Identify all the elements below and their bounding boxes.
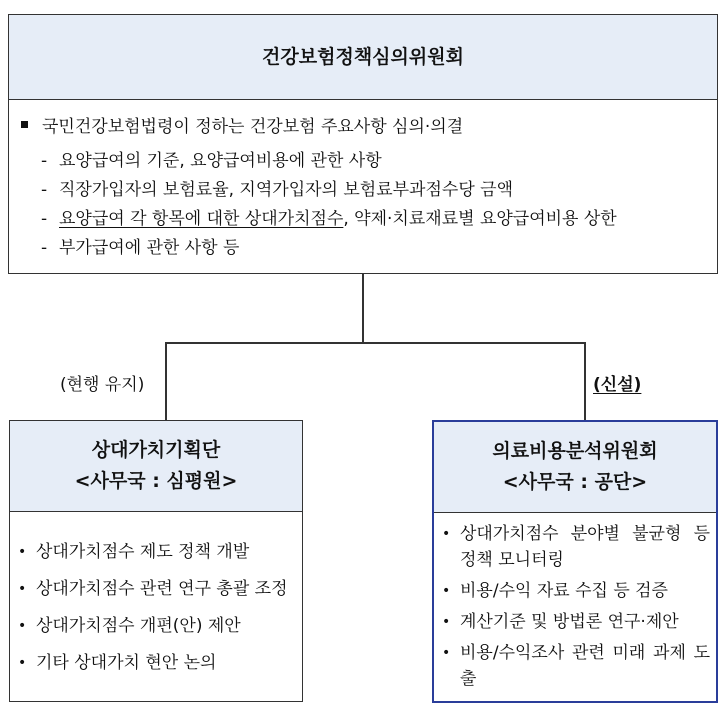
dot-bullet-icon: • bbox=[18, 581, 27, 597]
dash-bullet-icon: - bbox=[41, 180, 48, 200]
main-item-text: 국민건강보험법령이 정하는 건강보험 주요사항 심의·의결 bbox=[42, 117, 464, 137]
list-item bbox=[18, 614, 294, 638]
dot-bullet-icon: • bbox=[442, 645, 451, 661]
list-item-text: 계산기준 및 방법론 연구·제안 bbox=[460, 612, 679, 632]
cost-analysis-committee-list bbox=[434, 513, 716, 692]
dot-bullet-icon: • bbox=[442, 614, 451, 630]
dash-bullet-icon: - bbox=[41, 238, 48, 258]
list-item-text: 비용/수익 자료 수집 등 검증 bbox=[460, 581, 668, 601]
cost-analysis-committee-header bbox=[434, 422, 716, 513]
sub-item-text: 요양급여의 기준, 요양급여비용에 관한 사항 bbox=[59, 151, 382, 171]
list-item-text: 상대가치점수 제도 정책 개발 bbox=[36, 542, 250, 562]
policy-committee-box bbox=[8, 14, 718, 274]
sub-item-underlined-text: 요양급여 각 항목에 대한 상대가치점수 bbox=[59, 209, 344, 229]
rv-planning-group-secretariat: <사무국 : 심평원> bbox=[74, 470, 238, 492]
sub-item bbox=[41, 147, 703, 176]
dot-bullet-icon: • bbox=[18, 655, 27, 671]
list-item bbox=[442, 609, 710, 635]
new-label: (신설) bbox=[593, 375, 642, 395]
square-bullet-icon bbox=[21, 121, 28, 128]
cost-analysis-committee-box bbox=[432, 420, 718, 703]
dot-bullet-icon: • bbox=[442, 526, 451, 542]
cost-analysis-committee-title: 의료비용분석위원회 bbox=[492, 440, 658, 462]
sub-item bbox=[41, 234, 703, 263]
list-item bbox=[18, 540, 294, 564]
cost-analysis-committee-secretariat: <사무국 : 공단> bbox=[502, 471, 648, 493]
sub-item-text: 직장가입자의 보험료율, 지역가입자의 보험료부과점수당 금액 bbox=[59, 180, 513, 200]
list-item-text: 상대가치점수 분야별 불균형 등 정책 모니터링 bbox=[460, 524, 710, 570]
list-item-text: 비용/수익조사 관련 미래 과제 도출 bbox=[460, 643, 710, 689]
list-item bbox=[18, 577, 294, 601]
connector-right-drop bbox=[584, 342, 586, 421]
sub-item-text bbox=[59, 205, 617, 234]
rv-planning-group-header bbox=[10, 421, 302, 512]
list-item bbox=[442, 521, 710, 573]
dot-bullet-icon: • bbox=[18, 544, 27, 560]
policy-committee-header bbox=[9, 15, 717, 100]
connector-vertical-top bbox=[362, 274, 364, 343]
list-item bbox=[442, 578, 710, 604]
sub-item bbox=[41, 176, 703, 205]
list-item-text: 기타 상대가치 현안 논의 bbox=[36, 653, 217, 673]
list-item bbox=[442, 640, 710, 692]
dash-bullet-icon: - bbox=[41, 209, 48, 229]
list-item bbox=[18, 651, 294, 675]
policy-committee-body bbox=[9, 100, 717, 263]
rv-planning-group-list bbox=[10, 512, 302, 675]
dash-bullet-icon: - bbox=[41, 151, 48, 171]
dot-bullet-icon: • bbox=[18, 618, 27, 634]
main-item bbox=[21, 112, 703, 137]
dot-bullet-icon: • bbox=[442, 583, 451, 599]
sub-item-text: 부가급여에 관한 사항 등 bbox=[59, 238, 240, 258]
connector-horizontal bbox=[165, 342, 585, 344]
rv-planning-group-title: 상대가치기획단 bbox=[91, 439, 221, 461]
list-item-text: 상대가치점수 개편(안) 제안 bbox=[36, 616, 241, 636]
connector-left-drop bbox=[165, 342, 167, 421]
sub-item bbox=[41, 205, 703, 234]
rv-planning-group-box bbox=[9, 420, 303, 702]
sub-item-list bbox=[21, 147, 703, 263]
policy-committee-title: 건강보험정책심의위원회 bbox=[262, 45, 464, 68]
maintain-label: (현행 유지) bbox=[60, 375, 145, 395]
list-item-text: 상대가치점수 관련 연구 총괄 조정 bbox=[36, 579, 288, 599]
sub-item-rest-text: , 약제·치료재료별 요양급여비용 상한 bbox=[343, 209, 617, 229]
